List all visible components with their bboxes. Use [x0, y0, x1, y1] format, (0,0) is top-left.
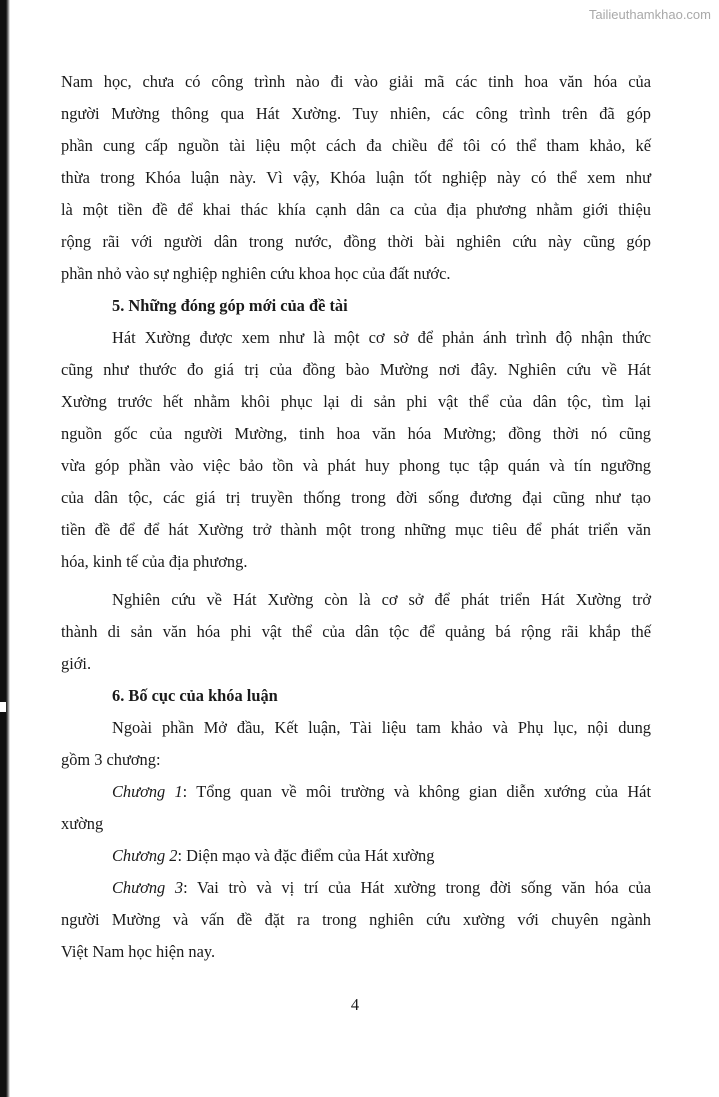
text-line: Nghiên cứu về Hát Xường còn là cơ sở để phát triển Hát Xường trở	[112, 590, 651, 609]
text-line: cũng như thước đo giá trị của đồng bào Mường nơi đây. Nghiên cứu về Hát	[61, 360, 651, 379]
chapter-label: Chương 1	[112, 782, 183, 801]
paragraph-contributions	[61, 322, 651, 578]
scan-left-border	[0, 0, 10, 1097]
chapter-2-description	[61, 840, 651, 872]
text-line: thừa trong Khóa luận này. Vì vậy, Khóa luận tốt nghiệp này có thể xem như	[61, 168, 651, 187]
text-line: vừa góp phần vào việc bảo tồn và phát huy phong tục tập quán và tín ngưỡng	[61, 456, 651, 475]
text-line: giới.	[61, 654, 92, 673]
text-line: người Mường và vấn đề đặt ra trong nghiên cứu xường với chuyên ngành	[61, 910, 651, 929]
section-heading-5: 5. Những đóng góp mới của đề tài	[112, 296, 348, 315]
text-line: hóa, kinh tế của địa phương.	[61, 552, 248, 571]
watermark: Tailieuthamkhao.com	[588, 7, 711, 22]
text-line: người Mường thông qua Hát Xường. Tuy nhiên, các công trình trên đã góp	[61, 104, 651, 123]
chapter-label: Chương 3	[112, 878, 184, 897]
text-line: phần cung cấp nguồn tài liệu một cách đa chiều để tôi có thể tham khảo, kế	[61, 136, 651, 155]
text-line: nguồn gốc của người Mường, tinh hoa văn hóa Mường; đồng thời nó cũng	[61, 424, 651, 443]
chapter-text: : Tổng quan về môi trường và không gian diễn xướng của Hát	[182, 782, 651, 801]
text-line: Hát Xường được xem như là một cơ sở để phản ánh trình độ nhận thức	[112, 328, 651, 347]
paragraph-intro	[61, 66, 651, 290]
paragraph-structure	[61, 712, 651, 776]
text-line: rộng rãi với người dân trong nước, đồng thời bài nghiên cứu này cũng góp	[61, 232, 651, 251]
page-content	[61, 66, 651, 968]
text-line: Ngoài phần Mở đầu, Kết luận, Tài liệu tam khảo và Phụ lục, nội dung	[112, 718, 651, 737]
text-line: phần nhỏ vào sự nghiệp nghiên cứu khoa học của đất nước.	[61, 264, 451, 283]
text-line	[61, 776, 651, 808]
text-line: Nam học, chưa có công trình nào đi vào giải mã các tinh hoa văn hóa của	[61, 72, 651, 91]
section-heading-6: 6. Bố cục của khóa luận	[112, 686, 278, 705]
text-line: Việt Nam học hiện nay.	[61, 942, 216, 961]
text-line: Xường trước hết nhằm khôi phục lại di sản phi vật thể của dân tộc, tìm lại	[61, 392, 651, 411]
chapter-3-description	[61, 872, 651, 968]
scan-border-gap	[0, 702, 6, 712]
chapter-text: : Vai trò và vị trí của Hát xường trong đời sống văn hóa của	[183, 878, 651, 897]
page-number: 4	[350, 995, 360, 1014]
text-line: tiền đề để để hát Xường trở thành một trong những mục tiêu để phát triển văn	[61, 520, 651, 539]
text-line	[61, 872, 651, 904]
text-line	[61, 840, 651, 872]
chapter-text: : Diện mạo và đặc điểm của Hát xường	[177, 846, 435, 865]
text-line: gồm 3 chương:	[61, 750, 161, 769]
text-line: xường	[61, 814, 104, 833]
paragraph-heritage	[61, 584, 651, 680]
chapter-1-description	[61, 776, 651, 840]
text-line: là một tiền đề để khai thác khía cạnh dân ca của địa phương nhằm giới thiệu	[61, 200, 651, 219]
text-line: của dân tộc, các giá trị truyền thống trong đời sống đương đại cũng như tạo	[61, 488, 651, 507]
chapter-label: Chương 2	[112, 846, 178, 865]
text-line: thành di sản văn hóa phi vật thể của dân tộc để quảng bá rộng rãi khắp thế	[61, 622, 651, 641]
